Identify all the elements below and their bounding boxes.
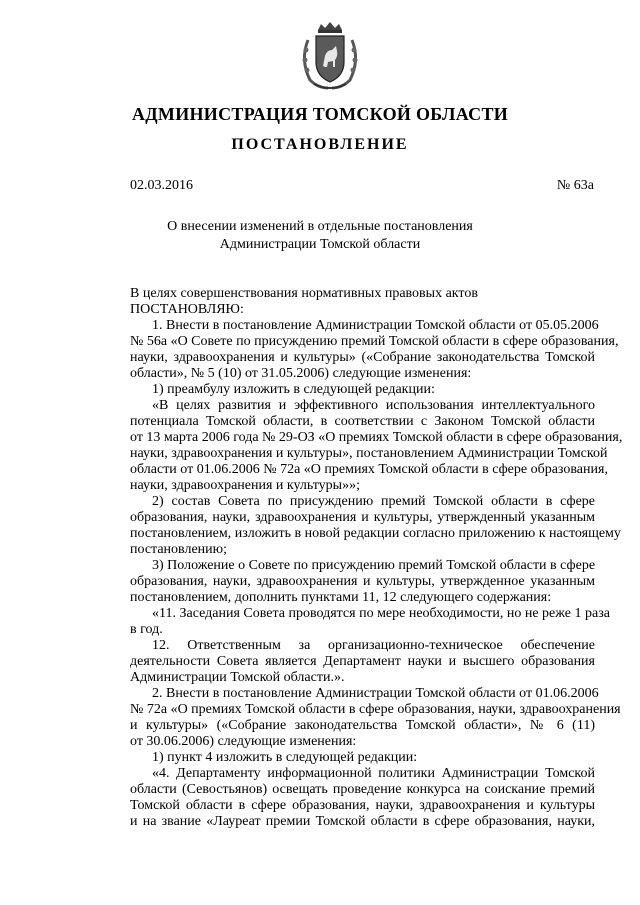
body-line: и культуры» («Собрание законодательства Томской области», № 6 (11) [130, 718, 595, 733]
body-line: от 13 марта 2006 года № 29-ОЗ «О премиях Томской области в сфере образования, [130, 430, 623, 445]
body-line: 3) Положение о Совете по присуждению премий Томской области в сфере [152, 558, 596, 573]
body-line: 2. Внести в постановление Администрации Томской области от 01.06.2006 [152, 686, 599, 701]
body-line: науки, здравоохранения и культуры»»; [130, 478, 360, 493]
body-line: 1) пункт 4 изложить в следующей редакции: [152, 750, 418, 765]
body-line: ПОСТАНОВЛЯЮ: [130, 302, 244, 317]
body-line: Администрации Томской области.». [130, 670, 345, 685]
document-date: 02.03.2016 [130, 178, 193, 193]
body-line: от 30.06.2006) следующие изменения: [130, 734, 357, 749]
body-line: «В целях развития и эффективного использования интеллектуального [152, 398, 595, 413]
body-line: № 72а «О премиях Томской области в сфере образования, науки, здравоохранения [130, 702, 621, 717]
body-line: в год. [130, 622, 163, 637]
subject-line: Администрации Томской области [219, 237, 421, 252]
body-line: области», № 5 (10) от 31.05.2006) следующие изменения: [130, 366, 472, 381]
body-line: постановлению; [130, 542, 228, 557]
body-line: постановлением, изложить в новой редакции согласно приложению к настоящему [130, 526, 621, 541]
subject-line: О внесении изменений в отдельные постановления [167, 219, 473, 234]
body-line: 1. Внести в постановление Администрации Томской области от 05.05.2006 [152, 318, 599, 333]
document-subject [0, 218, 640, 254]
body-line: 1) преамбулу изложить в следующей редакции: [152, 382, 435, 397]
body-line: образования, науки, здравоохранения и культуры, утвержденное указанным [130, 574, 595, 589]
body-line: деятельности Совета является Департамент науки и высшего образования [130, 654, 595, 669]
body-line: В целях совершенствования нормативных правовых актов [130, 286, 478, 301]
body-line: Томской области в сфере образования, науки, здравоохранения и культуры [130, 798, 595, 813]
body-line: образования, науки, здравоохранения и культуры, утвержденный указанным [130, 510, 595, 525]
document-body [130, 286, 623, 830]
body-line: «11. Заседания Совета проводятся по мере необходимости, но не реже 1 раза [152, 606, 610, 621]
body-line: науки, здравоохранения и культуры», постановлением Администрации Томской [130, 446, 608, 461]
body-line: области от 01.06.2006 № 72а «О премиях Томской области в сфере образования, [130, 462, 608, 477]
body-line: и на звание «Лауреат премии Томской области в сфере образования, науки, [130, 814, 595, 829]
document-number: № 63а [556, 178, 594, 193]
body-line: области (Севостьянов) освещать проведение конкурса на соискание премий [130, 782, 595, 797]
body-line: 12. Ответственным за организационно-техническое обеспечение [152, 638, 595, 653]
body-line: постановлением, дополнить пунктами 11, 12 следующего содержания: [130, 590, 552, 605]
body-line: «4. Департаменту информационной политики Администрации Томской [152, 766, 595, 781]
coat-of-arms-icon [294, 20, 366, 92]
organization-title: АДМИНИСТРАЦИЯ ТОМСКОЙ ОБЛАСТИ [131, 104, 509, 124]
body-line: науки, здравоохранения и культуры» («Собрание законодательства Томской [130, 350, 595, 365]
body-line: № 56а «О Совете по присуждению премий Томской области в сфере образования, [130, 334, 619, 349]
body-line: 2) состав Совета по присуждению премий Томской области в сфере [152, 494, 595, 509]
document-type: ПОСТАНОВЛЕНИЕ [231, 136, 409, 153]
body-line: потенциала Томской области, в соответствии с Законом Томской области [130, 414, 595, 429]
